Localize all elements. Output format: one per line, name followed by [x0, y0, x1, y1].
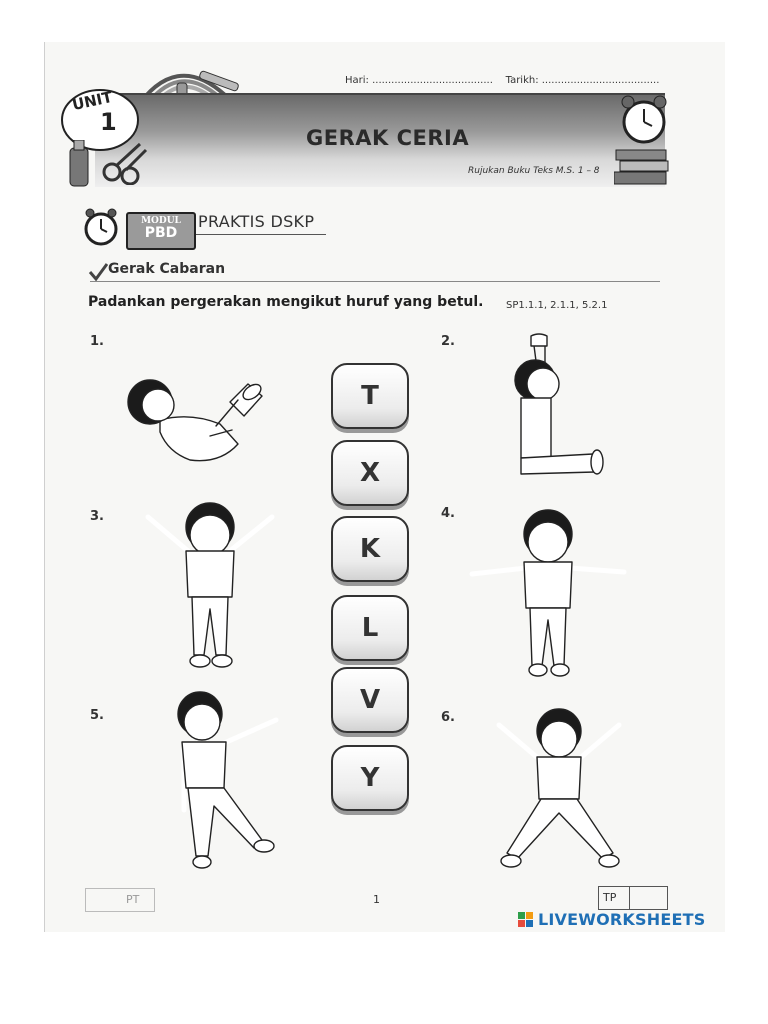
unit-label: UNIT: [70, 87, 114, 115]
page-title: GERAK CERIA: [306, 126, 470, 150]
module-badge-bottom: PBD: [144, 225, 178, 241]
figure-l-sit: [505, 336, 615, 481]
letter-key-v[interactable]: V: [331, 667, 409, 733]
unit-number: 1: [100, 108, 117, 136]
tp-divider: [629, 887, 630, 909]
liveworksheets-logo-icon: [518, 912, 534, 928]
letter-key-y[interactable]: Y: [331, 745, 409, 811]
module-title: PRAKTIS DSKP: [198, 212, 315, 231]
tp-label: TP: [603, 891, 617, 904]
figure-t-pose: [468, 508, 628, 676]
glue-bottle-decoration: [62, 140, 102, 190]
instruction-text: Padankan pergerakan mengikut huruf yang betul.: [88, 294, 484, 310]
figure-tuck-roll: [120, 372, 280, 472]
module-pbd-badge: [126, 212, 196, 250]
figure-x-pose: [495, 705, 625, 875]
tp-score-box[interactable]: [598, 886, 668, 910]
alarm-clock-icon: [614, 92, 674, 148]
figure-k-pose: [170, 690, 285, 875]
scissors-decoration: [100, 140, 150, 185]
pt-score-box: [85, 888, 155, 912]
letter-key-t[interactable]: T: [331, 363, 409, 429]
liveworksheets-watermark: LIVEWORKSHEETS: [538, 910, 706, 929]
letter-key-k[interactable]: K: [331, 516, 409, 582]
textbook-reference: Rujukan Buku Teks M.S. 1 – 8: [468, 166, 600, 176]
section-divider: [90, 281, 660, 282]
item-number-6: 6.: [441, 710, 455, 725]
standards-code: SP1.1.1, 2.1.1, 5.2.1: [506, 300, 608, 311]
book-stack-decoration: [614, 148, 670, 188]
item-number-4: 4.: [441, 506, 455, 521]
day-date-field: Hari: ...................................... Tarikh: .....................................: [345, 75, 660, 86]
letter-key-x[interactable]: X: [331, 440, 409, 506]
figure-y-pose: [142, 497, 282, 672]
section-title: Gerak Cabaran: [108, 261, 226, 277]
module-badge-top: MODUL: [141, 216, 181, 226]
page-number: 1: [373, 893, 380, 906]
item-number-1: 1.: [90, 334, 104, 349]
module-clock-icon: [80, 205, 122, 249]
item-number-3: 3.: [90, 509, 104, 524]
item-number-2: 2.: [441, 334, 455, 349]
check-mark-icon: [88, 262, 108, 282]
module-title-underline: [196, 234, 326, 235]
item-number-5: 5.: [90, 708, 104, 723]
letter-key-l[interactable]: L: [331, 595, 409, 661]
pt-label: PT: [126, 893, 140, 906]
